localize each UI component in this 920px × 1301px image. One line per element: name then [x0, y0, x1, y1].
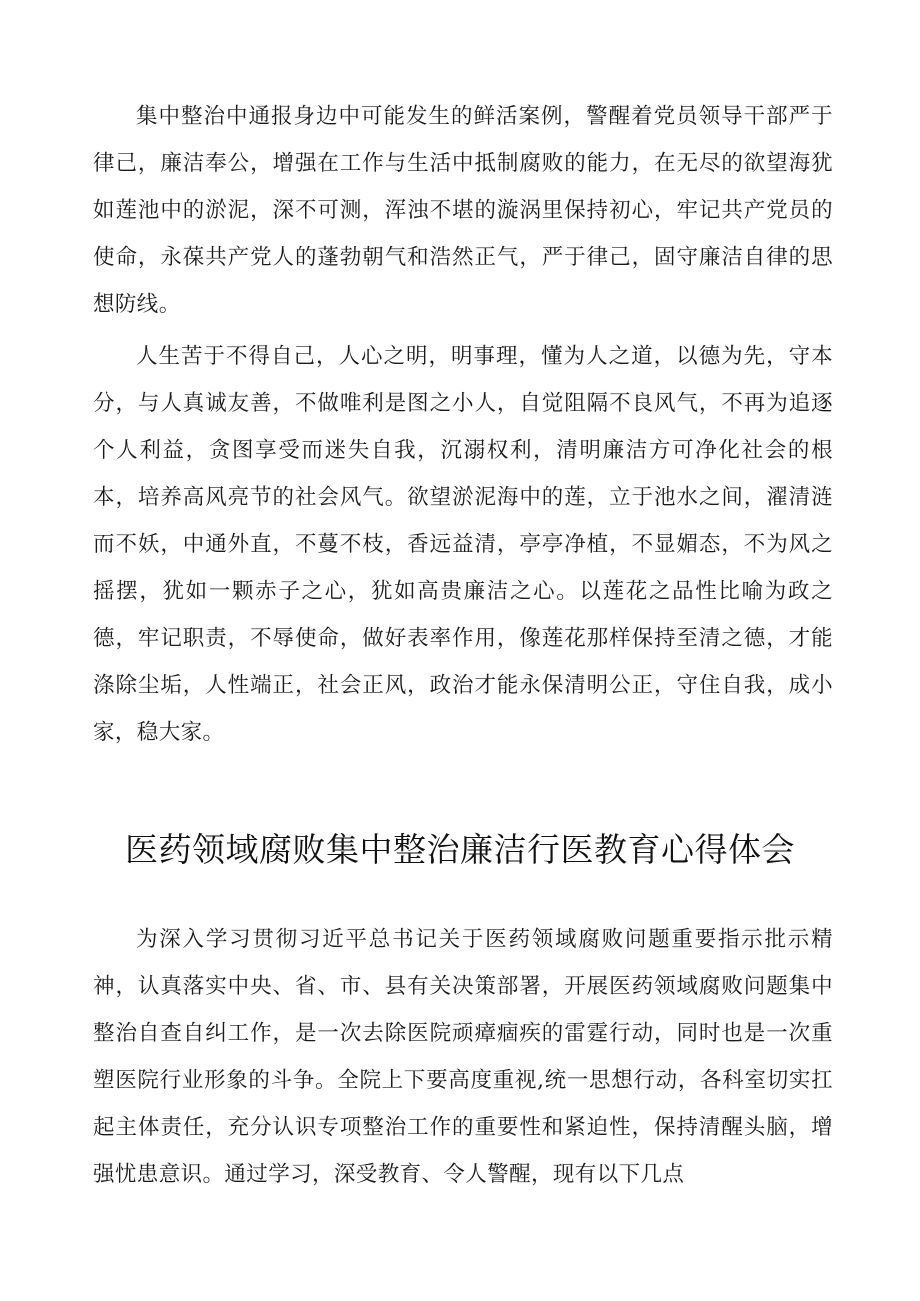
section-heading: 医药领域腐败集中整治廉洁行医教育心得体会 — [125, 830, 795, 869]
paragraph-case-warning: 集中整治中通报身边中可能发生的鲜活案例，警醒着党员领导干部严于律己，廉洁奉公，增强在工作与生活中抵制腐败的能力，在无尽的欲望海犹如莲池中的淤泥，深不可测，浑浊不堪的漩涡里保持初心，牢记共产党员的使命，永葆共产党人的蓬勃朝气和浩然正气，严于律己，固守廉洁自律的思想防线。 — [93, 104, 833, 317]
paragraph-lotus-integrity: 人生苦于不得自己，人心之明，明事理，懂为人之道，以德为先，守本分，与人真诚友善，不做唯利是图之小人，自觉阻隔不良风气，不再为追逐个人利益，贪图享受而迷失自我，沉溺权利，清明廉洁方可净化社会的根本，培养高风亮节的社会风气。欲望淤泥海中的莲，立于池水之间，濯清涟而不妖，中通外直，不蔓不枝，香远益清，亭亭净植，不显媚态，不为风之摇摆，犹如一颗赤子之心，犹如高贵廉洁之心。以莲花之品性比喻为政之德，牢记职责，不辱使命，做好表率作用，像莲花那样保持至清之德，才能涤除尘垢，人性端正，社会正风，政治才能永保清明公正，守住自我，成小家，稳大家。 — [93, 344, 833, 745]
paragraph-rectification-intro: 为深入学习贯彻习近平总书记关于医药领域腐败问题重要指示批示精神，认真落实中央、省、市、县有关决策部署，开展医药领域腐败问题集中整治自查自纠工作，是一次去除医院顽瘴痼疾的雷霆行动，同时也是一次重塑医院行业形象的斗争。全院上下要高度重视,统一思想行动，各科室切实扛起主体责任，充分认识专项整治工作的重要性和紧迫性，保持清醒头脑，增强忧患意识。通过学习，深受教育、令人警醒，现有以下几点 — [93, 927, 833, 1187]
